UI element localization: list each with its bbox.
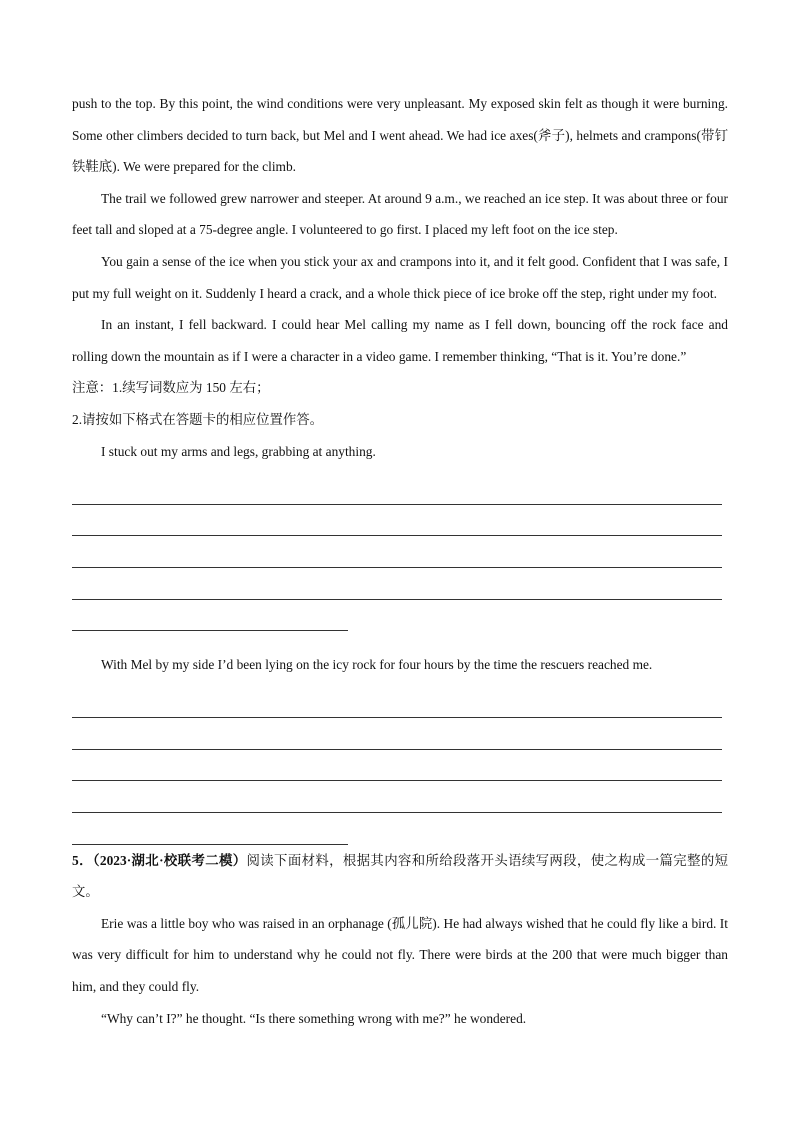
spacer	[72, 631, 728, 649]
document-page	[72, 88, 728, 1034]
continuation-prompt-2: With Mel by my side I’d been lying on the icy rock for four hours by the time the rescuers reached me.	[101, 657, 653, 673]
note-word-count: 注意：1.续写词数应为 150 左右；	[72, 380, 270, 396]
question-5-paragraph-2: “Why can’t I?” he thought. “Is there something wrong with me?” he wondered.	[101, 1010, 527, 1026]
passage-paragraph-4: In an instant, I fell backward. I could hear Mel calling my name as I fell down, bouncing off the rock face and rolling down the mountain as if I were a character in a video game. I remember thinking, “That is it. You’re done.”	[72, 317, 728, 364]
writing-line-short[interactable]	[72, 813, 348, 845]
writing-line[interactable]	[72, 568, 722, 600]
writing-line[interactable]	[72, 718, 722, 750]
continuation-prompt-1: I stuck out my arms and legs, grabbing at anything.	[101, 443, 376, 459]
passage-paragraph-1: push to the top. By this point, the wind conditions were very unpleasant. My exposed skin felt as though it were burning. Some other climbers decided to turn back, but Mel and I went ahead. We had ice axes(斧子), helmets and crampons(带钉铁鞋底). We were prepared for the climb.	[72, 96, 728, 175]
writing-line[interactable]	[72, 781, 722, 813]
passage-paragraph-3: You gain a sense of the ice when you stick your ax and crampons into it, and it felt good. Confident that I was safe, I put my full weight on it. Suddenly I heard a crack, and a whole thick piece of ice broke off the step, right under my foot.	[72, 253, 728, 301]
note-format: 2.请按如下格式在答题卡的相应位置作答。	[72, 411, 324, 427]
writing-line[interactable]	[72, 505, 722, 537]
writing-line-short[interactable]	[72, 600, 348, 632]
writing-line[interactable]	[72, 750, 722, 782]
writing-line[interactable]	[72, 536, 722, 568]
writing-line[interactable]	[72, 687, 722, 719]
writing-line[interactable]	[72, 473, 722, 505]
question-instruction: 阅读下面材料，根据其内容和所给段落开头语续写两段，使之构成一篇完整的短文。	[72, 852, 728, 900]
question-5-header	[72, 845, 728, 908]
passage-paragraph-2: The trail we followed grew narrower and steeper. At around 9 a.m., we reached an ice step. It was about three or four feet tall and sloped at a 75-degree angle. I volunteered to go first. I placed my left foot on the ice step.	[72, 190, 728, 238]
question-number: 5．	[72, 852, 93, 868]
writing-lines-1	[72, 473, 728, 631]
writing-lines-2	[72, 687, 728, 845]
question-5-paragraph-1: Erie was a little boy who was raised in an orphanage (孤儿院). He had always wished that he could fly like a bird. It was very difficult for him to understand why he could not fly. There were birds at the 200 that were much bigger than him, and they could fly.	[72, 915, 728, 995]
question-source: （2023·湖北·校联考二模）	[92, 852, 247, 868]
